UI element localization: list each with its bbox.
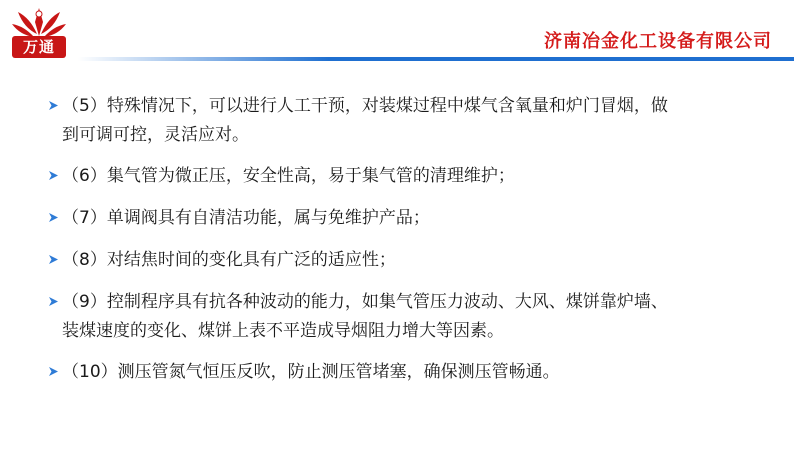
list-item [48,246,778,275]
item-text-line1: （6）集气管为微正压，安全性高，易于集气管的清理维护； [62,166,515,186]
arrow-right-icon [48,212,59,223]
item-text-line1: （8）对结焦时间的变化具有广泛的适应性； [62,250,396,270]
header-divider [78,54,794,64]
arrow-right-icon [48,100,59,111]
item-text-line2: 装煤速度的变化、煤饼上表不平造成导烟阻力增大等因素。 [62,321,504,341]
company-logo [10,6,68,58]
list-item [48,288,778,346]
list-item [48,358,778,387]
list-item [48,204,778,233]
arrow-right-icon [48,254,59,265]
company-name: 济南冶金化工设备有限公司 [544,31,772,52]
list-item [48,162,778,191]
arrow-right-icon [48,170,59,181]
bullet-list [48,92,778,400]
item-text-line1: （10）测压管氮气恒压反吹，防止测压管堵塞，确保测压管畅通。 [62,362,560,382]
item-text-line1: （7）单调阀具有自清洁功能，属与免维护产品； [62,208,430,228]
item-text-line1: （5）特殊情况下，可以进行人工干预，对装煤过程中煤气含氧量和炉门冒烟，做 [62,96,668,116]
arrow-right-icon [48,366,59,377]
item-text-line1: （9）控制程序具有抗各种波动的能力，如集气管压力波动、大风、煤饼靠炉墙、 [62,292,668,312]
logo-emblem-icon [10,6,68,40]
list-item [48,92,778,150]
logo-text: 万通 [12,36,66,58]
arrow-right-icon [48,296,59,307]
item-text-line2: 到可调可控，灵活应对。 [62,125,249,145]
